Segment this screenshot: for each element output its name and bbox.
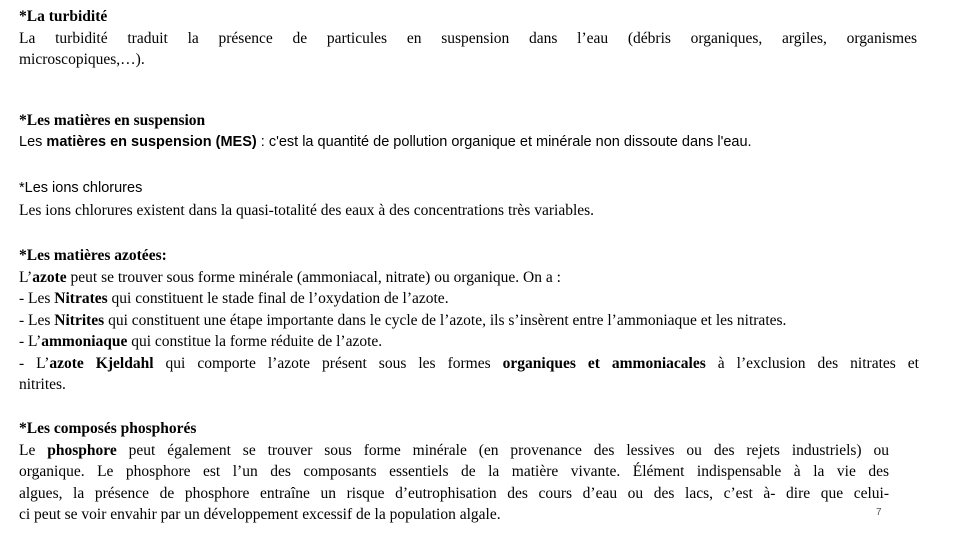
heading-azotees: *Les matières azotées: <box>19 247 167 264</box>
list-item-ammoniaque: - L’ammoniaque qui constitue la forme réduite de l’azote. <box>19 333 383 350</box>
list-item-kjeldahl: - L’azote Kjeldahl qui comporte l’azote présent sous les formes organiques et ammoniacales à l’exclusion des nitrates et <box>19 354 919 372</box>
heading-turbidite: *La turbidité <box>19 8 108 25</box>
para-phosphore-line4: ci peut se voir envahir par un développement excessif de la population algale. <box>19 506 501 523</box>
para-turbidite-line1: La turbidité traduit la présence de particules en suspension dans l’eau (débris organiques, argiles, organismes <box>19 29 917 47</box>
section-turbidite <box>19 6 917 71</box>
para-turbidite-line2: microscopiques,…). <box>19 51 145 68</box>
page-number: 7 <box>876 507 882 518</box>
azote-intro: L’azote peut se trouver sous forme minérale (ammoniacal, nitrate) ou organique. On a : <box>19 268 561 286</box>
list-item-kjeldahl-cont: nitrites. <box>19 376 66 393</box>
list-item-nitrites: - Les Nitrites qui constituent une étape importante dans le cycle de l’azote, ils s’insèrent entre l’ammoniaque et les nitrates. <box>19 311 787 329</box>
para-phosphore-line3: algues, la présence de phosphore entraîne un risque d’eutrophisation des cours d’eau ou des lacs, c’est à- dire que celui- <box>19 484 889 502</box>
section-mes <box>19 110 919 153</box>
para-phosphore-line2: organique. Le phosphore est l’un des composants essentiels de la matière vivante. Élément indispensable à la vie des <box>19 463 889 480</box>
section-chlorures <box>19 178 919 221</box>
heading-chlorures: *Les ions chlorures <box>19 180 143 196</box>
para-mes: Les matières en suspension (MES) : c'est la quantité de pollution organique et minérale non dissoute dans l'eau. <box>19 133 752 150</box>
section-phosphores <box>19 418 889 526</box>
para-phosphore-line1: Le phosphore peut également se trouver sous forme minérale (en provenance des lessives ou des rejets industriels) ou <box>19 441 889 459</box>
heading-mes: *Les matières en suspension <box>19 112 206 129</box>
section-azotees <box>19 245 919 396</box>
heading-phosphores: *Les composés phosphorés <box>19 420 197 437</box>
para-chlorures: Les ions chlorures existent dans la quasi-totalité des eaux à des concentrations très variables. <box>19 201 595 219</box>
list-item-nitrates: - Les Nitrates qui constituent le stade final de l’oxydation de l’azote. <box>19 290 449 307</box>
